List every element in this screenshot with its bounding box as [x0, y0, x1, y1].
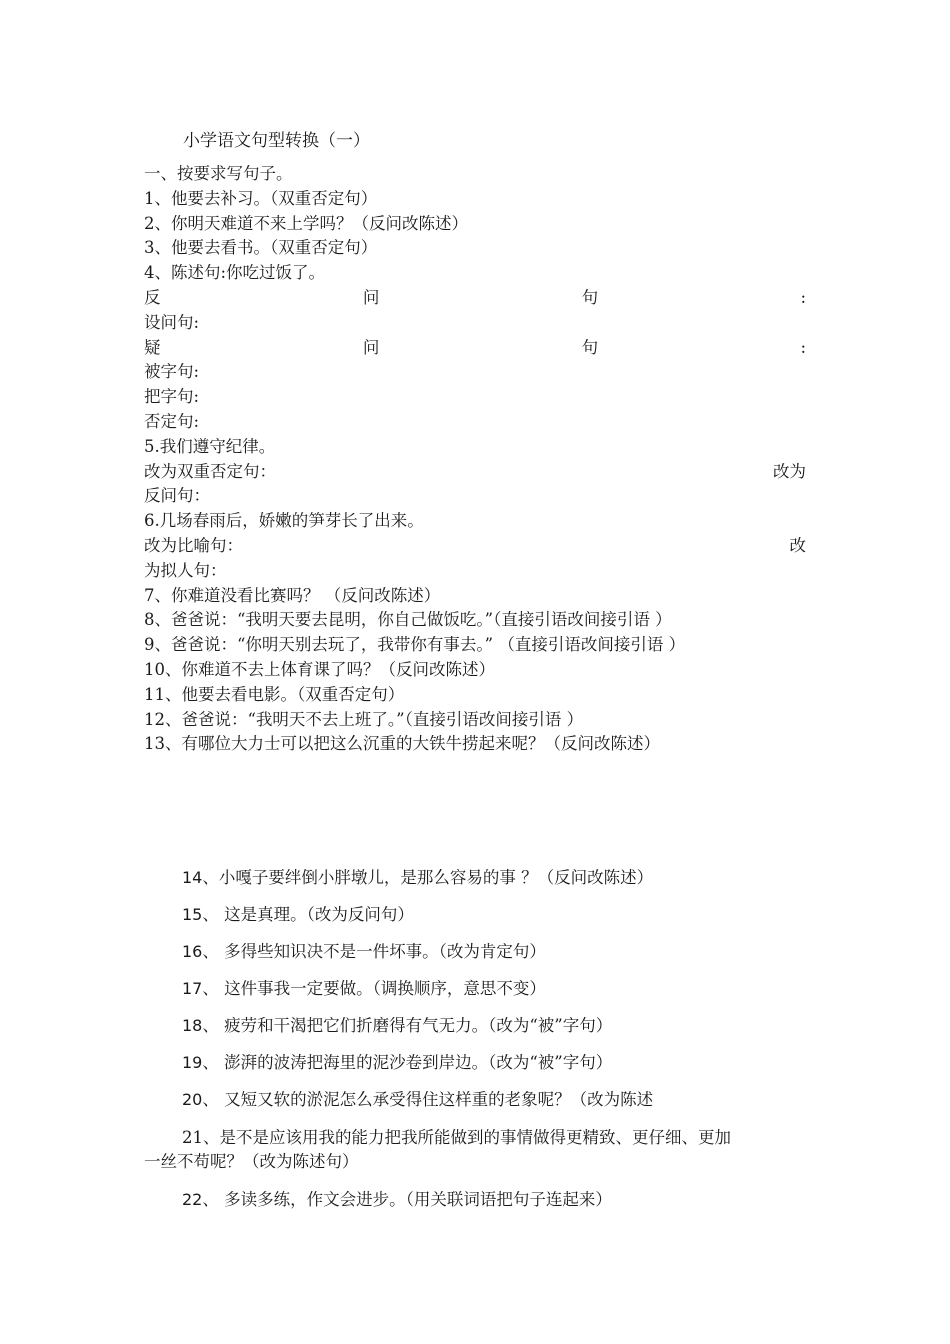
spread-char: 问	[362, 337, 380, 357]
item-number: 22	[182, 1190, 203, 1209]
question-row	[144, 336, 806, 361]
item-number: 19	[182, 1053, 203, 1072]
spread-char: 句	[581, 287, 599, 307]
exercise-subline-split	[144, 460, 806, 485]
exercise-item: 5.我们遵守纪律。	[144, 436, 276, 456]
item-text: 、 这件事我一定要做。（调换顺序，意思不变）	[202, 979, 546, 998]
subline-left: 改为比喻句：	[144, 535, 243, 555]
exercise-item: 12、爸爸说：“我明天不去上班了。”（直接引语改间接引语 ）	[144, 709, 584, 729]
item-number: 20	[182, 1090, 203, 1109]
spread-char: 疑	[144, 337, 161, 357]
document-title: 小学语文句型转换（一）	[183, 131, 370, 151]
item-text: 、是不是应该用我的能力把我所能做到的事情做得更精致、更仔细、更加	[203, 1128, 731, 1147]
exercise-item: 2、你明天难道不来上学吗？（反问改陈述）	[144, 213, 468, 233]
exercise-item: 7、你难道没看比赛吗？ （反问改陈述）	[144, 585, 441, 605]
item-text: 、 多得些知识决不是一件坏事。（改为肯定句）	[202, 942, 546, 961]
subline-right: 改为	[773, 461, 806, 481]
item-text: 、 澎湃的波涛把海里的泥沙卷到岸边。（改为“被”字句）	[202, 1053, 613, 1072]
exercise-item-wrapped	[144, 1126, 806, 1174]
rhetorical-question-row	[144, 286, 806, 311]
item-number: 14	[182, 868, 203, 887]
section-heading: 一、按要求写句子。	[144, 164, 293, 183]
item-text: 、 疲劳和干渴把它们折磨得有气无力。（改为“被”字句）	[202, 1016, 613, 1035]
item-text: 、 又短又软的淤泥怎么承受得住这样重的老象呢？（改为陈述	[202, 1090, 654, 1109]
item-number: 15	[182, 905, 203, 924]
subline-right: 改	[789, 535, 806, 555]
spread-char: 问	[362, 287, 380, 307]
exercise-item: 3、他要去看书。（双重否定句）	[144, 238, 378, 258]
exercise-item: 10、你难道不去上体育课了吗？（反问改陈述）	[144, 659, 495, 679]
spread-char: 反	[144, 287, 161, 307]
item-number: 17	[182, 979, 203, 998]
exercise-item: 6.几场春雨后，娇嫩的笋芽长了出来。	[144, 511, 424, 531]
item-text: 、 多读多练，作文会进步。（用关联词语把句子连起来）	[202, 1190, 612, 1209]
exercise-list-top	[144, 162, 806, 757]
exercise-item	[182, 903, 414, 927]
item-second-line: 一丝不苟呢？（改为陈述句）	[144, 1152, 359, 1171]
exercise-subline: 否定句:	[144, 411, 200, 431]
exercise-item	[182, 940, 546, 964]
exercise-item	[182, 1088, 653, 1112]
exercise-subline: 被字句:	[144, 362, 200, 382]
item-text: 、小嘎子要绊倒小胖墩儿，是那么容易的事 ？（反问改陈述）	[202, 868, 654, 887]
exercise-item: 11、他要去看电影。（双重否定句）	[144, 684, 405, 704]
exercise-subline: 为拟人句：	[144, 560, 227, 580]
spread-char: :	[800, 337, 806, 357]
exercise-subline: 设问句:	[144, 312, 200, 332]
exercise-item	[182, 977, 546, 1001]
spread-char: :	[800, 287, 806, 307]
exercise-item: 13、有哪位大力士可以把这么沉重的大铁牛捞起来呢？（反问改陈述）	[144, 734, 660, 754]
item-number: 21	[182, 1128, 203, 1147]
exercise-item	[182, 1051, 612, 1075]
exercise-subline-split	[144, 534, 806, 559]
item-number: 16	[182, 942, 203, 961]
subline-left: 改为双重否定句：	[144, 461, 276, 481]
item-first-line	[144, 1126, 806, 1150]
exercise-item: 8、爸爸说：“我明天要去昆明，你自己做饭吃。”（直接引语改间接引语 ）	[144, 610, 672, 630]
exercise-item: 1、他要去补习。（双重否定句）	[144, 188, 378, 208]
exercise-item	[182, 1014, 612, 1038]
exercise-subline: 把字句:	[144, 387, 200, 407]
exercise-item	[182, 866, 653, 890]
exercise-subline: 反问句：	[144, 486, 210, 506]
spread-char: 句	[581, 337, 599, 357]
exercise-item: 4、陈述句:你吃过饭了。	[144, 263, 326, 283]
exercise-item: 9、爸爸说：“你明天别去玩了，我带你有事去。” （直接引语改间接引语 ）	[144, 635, 686, 655]
item-text: 、 这是真理。（改为反问句）	[202, 905, 414, 924]
exercise-item	[182, 1188, 612, 1212]
item-number: 18	[182, 1016, 203, 1035]
